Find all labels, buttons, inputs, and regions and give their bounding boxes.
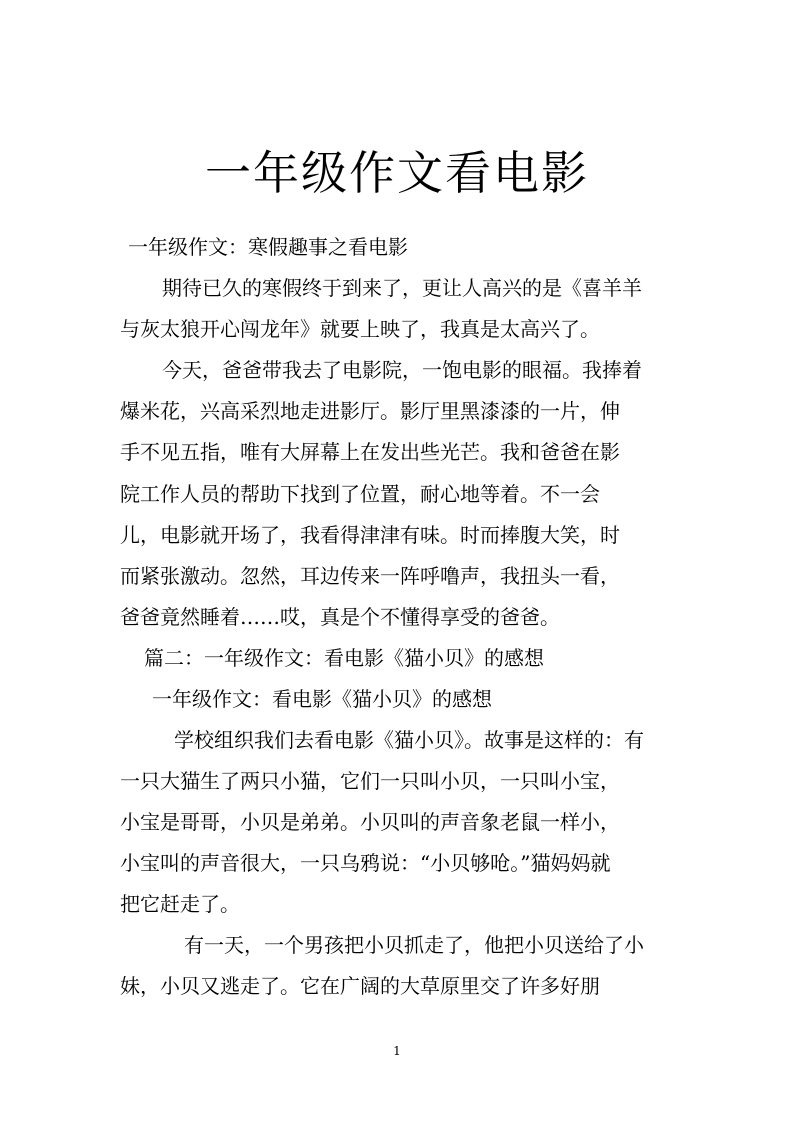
paragraph-line: 今天，爸爸带我去了电影院，一饱电影的眼福。我捧着 [162,358,642,382]
paragraph-line: 一只大猫生了两只小猫，它们一只叫小贝，一只叫小宝， [120,769,620,793]
paragraph-line: 院工作人员的帮助下找到了位置，耐心地等着。不一会 [120,482,600,506]
subtitle-line: 一年级作文：寒假趣事之看电影 [128,235,408,259]
paragraph-line: 而紧张激动。忽然，耳边传来一阵呼噜声，我扭头一看， [120,564,620,588]
paragraph-line: 有一天，一个男孩把小贝抓走了，他把小贝送给了小 [184,933,644,957]
document-title: 一年级作文看电影 [205,146,589,200]
paragraph-line: 期待已久的寒假终于到来了，更让人高兴的是《喜羊羊 [162,276,642,300]
paragraph-line: 儿，电影就开场了，我看得津津有味。时而捧腹大笑，时 [120,523,620,547]
paragraph-line: 手不见五指，唯有大屏幕上在发出些光芒。我和爸爸在影 [120,440,620,464]
paragraph-line: 妹，小贝又逃走了。它在广阔的大草原里交了许多好朋 [120,974,600,998]
section-subheading: 一年级作文：看电影《猫小贝》的感想 [152,687,492,711]
paragraph-line: 与灰太狼开心闯龙年》就要上映了，我真是太高兴了。 [120,317,600,341]
paragraph-line: 爆米花，兴高采烈地走进影厅。影厅里黑漆漆的一片，伸 [120,399,620,423]
paragraph-line: 把它赶走了。 [120,892,240,916]
paragraph-line: 学校组织我们去看电影《猫小贝》。故事是这样的：有 [174,728,644,752]
paragraph-line: 爸爸竟然睡着……哎，真是个不懂得享受的爸爸。 [120,605,560,629]
page-number: 1 [393,1044,401,1058]
section-heading: 篇二：一年级作文：看电影《猫小贝》的感想 [144,646,544,670]
paragraph-line: 小宝叫的声音很大，一只乌鸦说：“小贝够呛。”猫妈妈就 [120,851,611,875]
paragraph-line: 小宝是哥哥，小贝是弟弟。小贝叫的声音象老鼠一样小， [120,810,620,834]
